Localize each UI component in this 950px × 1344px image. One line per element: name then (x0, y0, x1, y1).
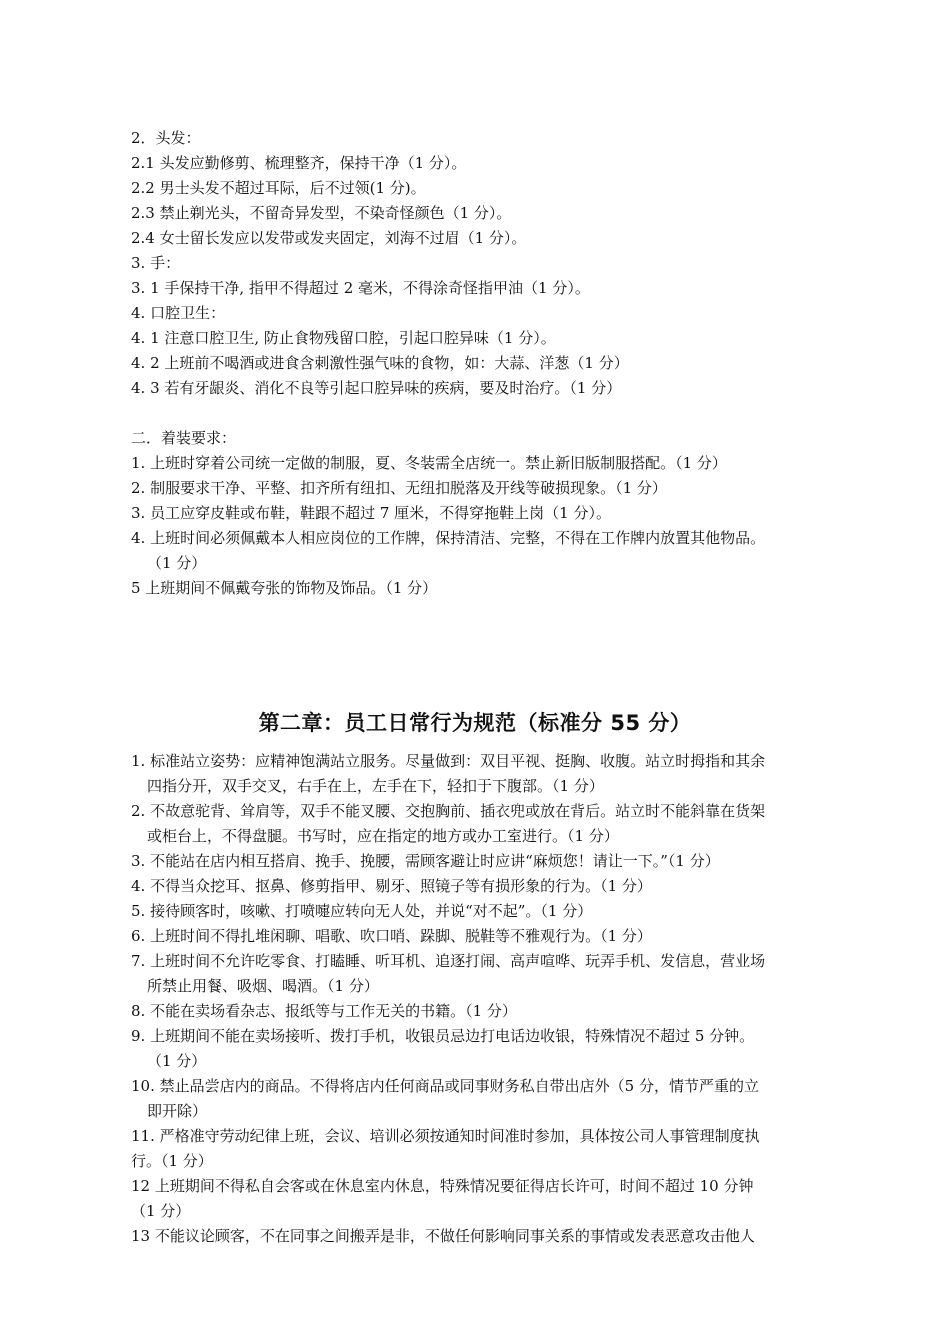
text-line: 4. 不得当众挖耳、抠鼻、修剪指甲、剔牙、照镜子等有损形象的行为。（1 分） (131, 877, 652, 895)
text-line: 2.1 头发应勤修剪、梳理整齐，保持干净（1 分）。 (131, 154, 467, 172)
text-line: 4. 1 注意口腔卫生, 防止食物残留口腔，引起口腔异味（1 分）。 (131, 329, 556, 347)
text-line: 4. 口腔卫生： (131, 304, 226, 322)
text-line: 8. 不能在卖场看杂志、报纸等与工作无关的书籍。（1 分） (131, 1002, 517, 1020)
text-line: 3. 员工应穿皮鞋或布鞋，鞋跟不超过 7 厘米，不得穿拖鞋上岗（1 分）。 (131, 504, 611, 522)
text-line: 2.3 禁止剃光头，不留奇异发型，不染奇怪颜色（1 分）。 (131, 204, 512, 222)
text-line: 6. 上班时间不得扎堆闲聊、唱歌、吹口哨、跺脚、脱鞋等不雅观行为。（1 分） (131, 927, 652, 945)
text-line: 11. 严格准守劳动纪律上班，会议、培训必须按通知时间准时参加，具体按公司人事管理制度执 (131, 1127, 760, 1145)
chapter-title: 第二章：员工日常行为规范（标准分 55 分） (258, 711, 692, 735)
text-line: 13 不能议论顾客，不在同事之间搬弄是非，不做任何影响同事关系的事情或发表恶意攻击他人 (131, 1227, 755, 1245)
text-line: 所禁止用餐、吸烟、喝酒。（1 分） (147, 977, 379, 995)
text-line: 即开除） (147, 1102, 208, 1120)
section-heading: 二．着装要求： (131, 429, 237, 447)
text-line: 12 上班期间不得私自会客或在休息室内休息，特殊情况要征得店长许可，时间不超过 10 分钟 (131, 1177, 754, 1195)
text-line: （1 分） (147, 1052, 207, 1070)
text-line: 3. 手： (131, 254, 181, 272)
text-line: 1. 标准站立姿势：应精神饱满站立服务。尽量做到：双目平视、挺胸、收腹。站立时拇指和其余 (131, 752, 766, 770)
text-line: 3. 1 手保持干净, 指甲不得超过 2 毫米，不得涂奇怪指甲油（1 分）。 (131, 279, 590, 297)
text-line: 4. 3 若有牙龈炎、消化不良等引起口腔异味的疾病，要及时治疗。（1 分） (131, 379, 622, 397)
text-line: 或柜台上，不得盘腿。书写时，应在指定的地方或办工室进行。（1 分） (147, 827, 619, 845)
text-line: 2. 不故意驼背、耸肩等，双手不能叉腰、交抱胸前、插衣兜或放在背后。站立时不能斜靠在货架 (131, 802, 766, 820)
text-line: 4. 上班时间必须佩戴本人相应岗位的工作牌，保持清洁、完整，不得在工作牌内放置其他物品。 (131, 529, 766, 547)
text-line: 3. 不能站在店内相互搭肩、挽手、挽腰，需顾客避让时应讲“麻烦您！请让一下。”（1 分） (131, 852, 720, 870)
text-line: 1. 上班时穿着公司统一定做的制服，夏、冬装需全店统一。禁止新旧版制服搭配。（1 分） (131, 454, 727, 472)
text-line: 行。（1 分） (131, 1152, 213, 1170)
text-line: 四指分开，双手交叉，右手在上，左手在下，轻扣于下腹部。（1 分） (147, 777, 604, 795)
hygiene-section (131, 126, 837, 601)
text-line: 9. 上班期间不能在卖场接听、拨打手机，收银员忌边打电话边收银，特殊情况不超过 5 分钟。 (131, 1027, 755, 1045)
text-line: 2. 制服要求干净、平整、扣齐所有纽扣、无纽扣脱落及开线等破损现象。（1 分） (131, 479, 667, 497)
text-line: 7. 上班时间不允许吃零食、打瞌睡、听耳机、追逐打闹、高声喧哗、玩弄手机、发信息，营业场 (131, 952, 766, 970)
text-line: （1 分） (147, 554, 207, 572)
text-line: 10. 禁止品尝店内的商品。不得将店内任何商品或同事财务私自带出店外（5 分，情节严重的立 (131, 1077, 759, 1095)
text-line: 2．头发： (131, 129, 201, 147)
text-line: 5 上班期间不佩戴夸张的饰物及饰品。（1 分） (131, 579, 438, 597)
text-line: 2.2 男士头发不超过耳际，后不过领(1 分)。 (131, 179, 426, 197)
text-line: （1 分） (131, 1202, 191, 1220)
text-line: 4. 2 上班前不喝酒或进食含刺激性强气味的食物，如：大蒜、洋葱（1 分） (131, 354, 629, 372)
text-line: 2.4 女士留长发应以发带或发夹固定，刘海不过眉（1 分）。 (131, 229, 527, 247)
behavior-rules-section (131, 749, 837, 1249)
text-line: 5. 接待顾客时，咳嗽、打喷嚏应转向无人处，并说“对不起”。（1 分） (131, 902, 593, 920)
